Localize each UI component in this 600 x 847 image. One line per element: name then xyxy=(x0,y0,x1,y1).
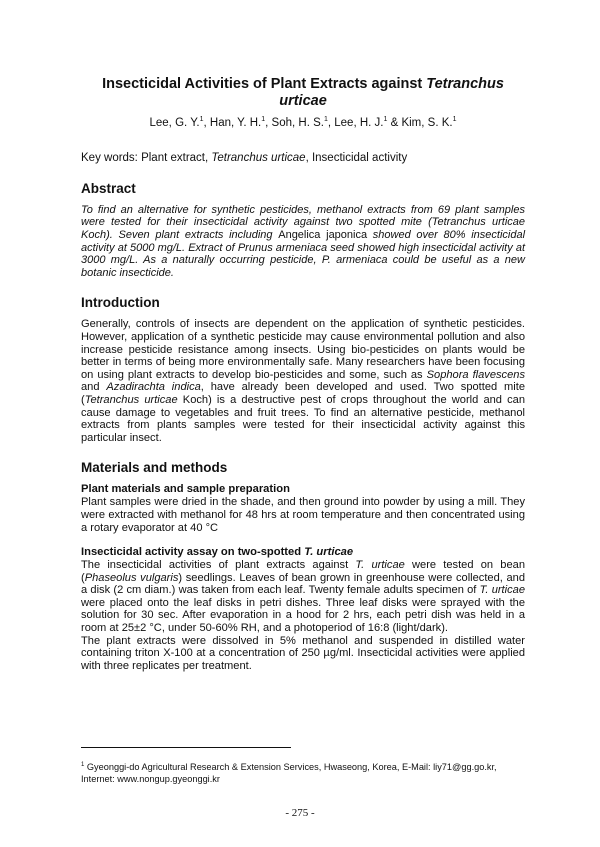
abstract-heading: Abstract xyxy=(81,180,136,196)
footnote-divider xyxy=(81,747,291,748)
page-number: - 275 - xyxy=(285,807,315,819)
author: Soh, H. S.$^1$, xyxy=(271,116,335,129)
abstract-text: To find an alternative for synthetic pesticides, methanol extracts from 69 plant samples were tested for their insecticidal activity against two spotted mite (Tetranchus urticae Koch). Seven plant extracts including Angelica japonica showed over 80% insecticidal activity at 5000 mg/L. Extract of Prunus armeniaca seed showed high insecticidal activity at 3000 mg/L. As a naturally occurring pesticide, P. armeniaca could be useful as a new botanic insecticide. xyxy=(81,203,526,279)
introduction-heading: Introduction xyxy=(81,295,160,311)
subsection-heading-assay: Insecticidal activity assay on two-spotted T. urticae xyxy=(81,546,354,559)
title-species: Tetranchus urticae xyxy=(279,76,504,109)
paper-page xyxy=(81,76,525,672)
author: Han, Y. H.$^1$, xyxy=(209,116,272,129)
author: Lee, G. Y.$^1$, xyxy=(149,116,210,129)
paper-title xyxy=(91,76,515,110)
subsection-heading-sample-prep: Plant materials and sample preparation xyxy=(81,483,290,496)
author: Lee, H. J.$^1$ & xyxy=(334,116,402,129)
author-list xyxy=(81,113,525,130)
methods-heading: Materials and methods xyxy=(81,460,228,476)
footnote: $^1$ Gyeonggi-do Agricultural Research & Extension Services, Hwaseong, Korea, E-Mail: liy71@gg.go.kr, Internet: www.nongup.gyeonggi.kr xyxy=(81,762,497,784)
assay-text: The insecticidal activities of plant extracts against T. urticae were tested on bean (Phaseolus vulgaris) seedlings. Leaves of bean grown in greenhouse were collected, and a disk (2 cm diam.) was taken from each leaf. Twenty female adults specimen of T. urticae were placed onto the leaf disks in petri dishes. Three leaf disks were sprayed with the solution for 30 sec. After evaporation in a hood for 2 hrs, each petri dish was held in a room at 25±2 °C, under 50-60% RH, and a photoperiod of 16:8 (light/dark). xyxy=(81,559,526,635)
sample-prep-text: Plant samples were dried in the shade, and then ground into powder by using a mill. They were extracted with methanol for 48 hrs at room temperature and then concentrated using a rotary evaporator at 40 °C xyxy=(81,496,525,534)
introduction-text: Generally, controls of insects are dependent on the application of synthetic pesticides. However, application of a synthetic pesticide may cause environmental pollution and also increase pesticide resistance among insects. Using bio-pesticides on plants would be better in terms of being more environmentally safe. Many researchers have been focusing on using plant extracts to develop bio-pesticides and some, such as Sophora flavescens and Azadirachta indica, have already been developed and used. Two spotted mite (Tetranchus urticae Koch) is a destructive pest of crops throughout the world and can cause damage to vegetables and fruit trees. To find an alternative pesticide, methanol extracts from plants samples were tested for their insecticidal activity against this particular insect. xyxy=(81,318,526,444)
keywords: Key words: Plant extract, Tetranchus urticae, Insecticidal activity xyxy=(81,151,408,164)
title-text: Insecticidal Activities of Plant Extracts against xyxy=(102,76,427,92)
assay-text-2: The plant extracts were dissolved in 5% methanol and suspended in distilled water containing triton X-100 at a concentration of 250 µg/ml. Insecticidal activities were applied with three replicates per treatment. xyxy=(81,634,525,672)
author: Kim, S. K.$^1$ xyxy=(401,116,457,129)
